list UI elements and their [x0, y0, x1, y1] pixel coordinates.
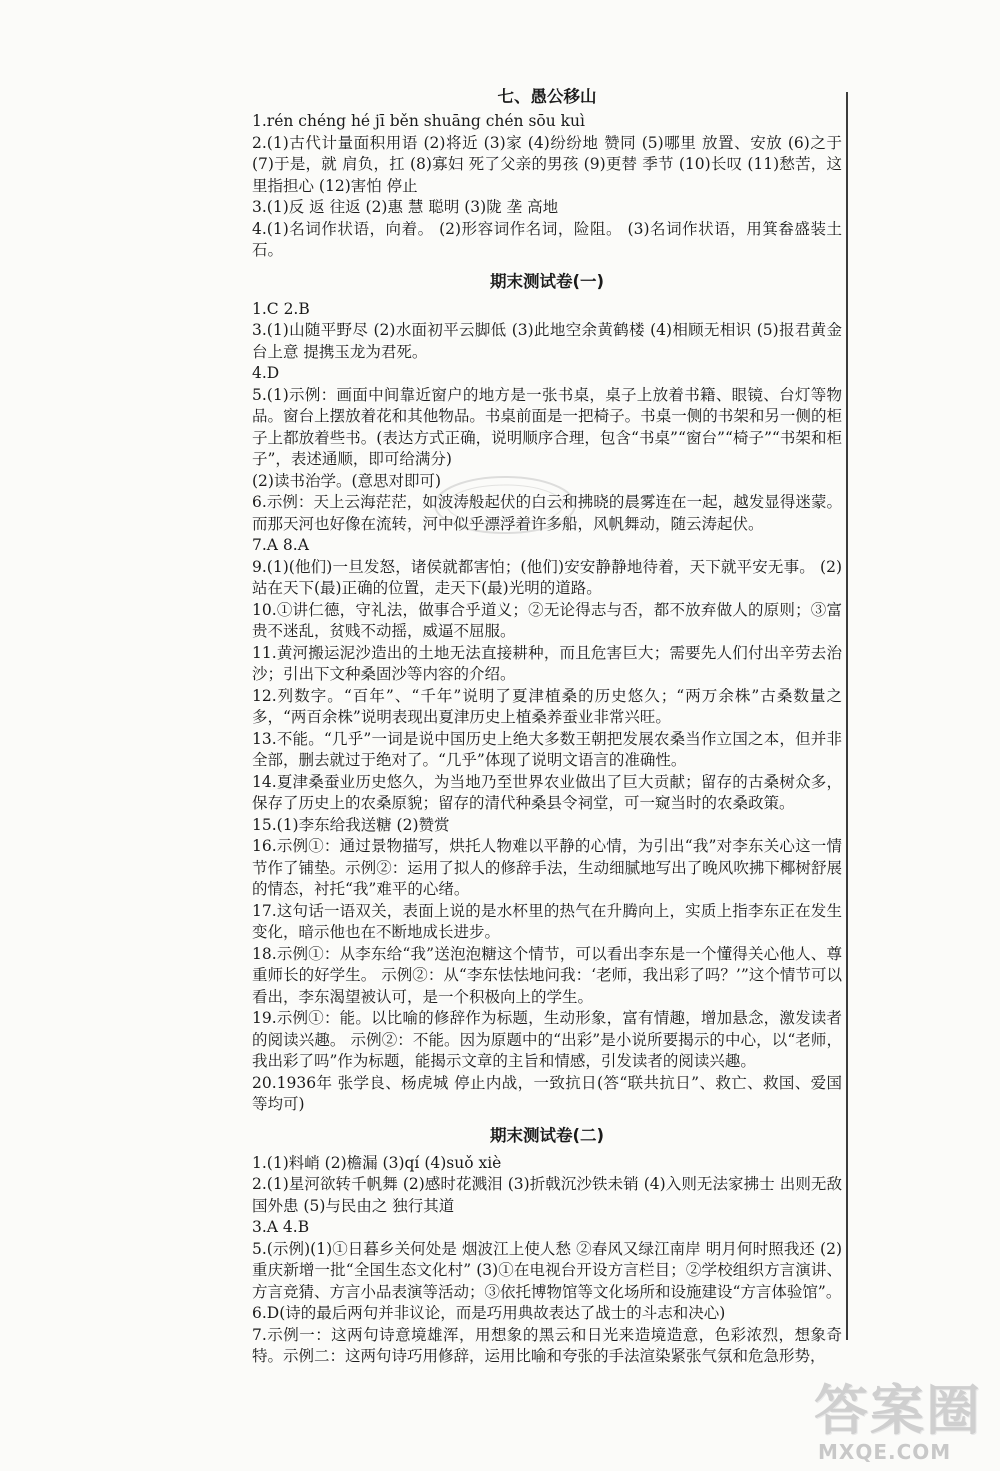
watermark-logo-mark: 答案圈: [814, 1379, 982, 1442]
answer-line: 1.(1)料峭 (2)檐漏 (3)qí (4)suǒ xiè: [252, 1153, 502, 1172]
answer-line: 15.(1)李东给我送糖 (2)赞赏: [252, 815, 450, 834]
answer-line: 4.(1)名词作状语，向着。 (2)形容词作名词，险阻。 (3)名词作状语，用箕畚盛装土石。: [252, 219, 842, 259]
answer-line: 3.A 4.B: [252, 1218, 310, 1236]
section-title: 七、愚公移山: [497, 87, 597, 106]
section-title: 期末测试卷(二): [489, 1125, 605, 1145]
answer-line: 2.(1)星河欲转千帆舞 (2)感时花溅泪 (3)折戟沉沙铁未销 (4)入则无法家拂士 出则无敌国外患 (5)与民由之 独行其道: [252, 1175, 842, 1215]
section-title: 期末测试卷(一): [489, 271, 605, 291]
answer-line: 12.列数字。“百年”、“千年”说明了夏津植桑的历史悠久；“两万余株”古桑数量之多，“两百余株”说明表现出夏津历史上植桑养蚕业非常兴旺。: [252, 686, 842, 726]
answer-line: 5.(示例)(1)①日暮乡关何处是 烟波江上使人愁 ②春风又绿江南岸 明月何时照我还 (2)重庆新增一批“全国生态文化村” (3)①在电视台开设方言栏目；②学校组织方言演讲、方言竞猜、方言小品表演等活动；③依托博物馆等文化场所和设施建设“方言体验馆”。: [252, 1239, 842, 1301]
right-margin-rule: [846, 92, 848, 1340]
answer-line: 20.1936年 张学良、杨虎城 停止内战，一致抗日(答“联共抗日”、救亡、救国、爱国等均可): [252, 1073, 842, 1113]
answer-line: 17.这句话一语双关，表面上说的是水杯里的热气在升腾向上，实质上指李东正在发生变化，暗示他也在不断地成长进步。: [252, 901, 842, 941]
answer-line: 16.示例①：通过景物描写，烘托人物难以平静的心情，为引出“我”对李东关心这一情节作了铺垫。示例②：运用了拟人的修辞手法，生动细腻地写出了晚风吹拂下椰树舒展的情态，衬托“我”难平的心绪。: [252, 837, 842, 898]
answer-line: 13.不能。“几乎”一词是说中国历史上绝大多数王朝把发展农桑当作立国之本，但并非全部，删去就过于绝对了。“几乎”体现了说明文语言的准确性。: [252, 729, 842, 769]
watermark-site-text: MXQE.COM: [818, 1440, 952, 1464]
watermark-logo: [808, 1368, 993, 1464]
answer-line: 4.D: [252, 364, 280, 382]
answer-page: [252, 84, 842, 1374]
section-final-test-1: [252, 271, 842, 1116]
answer-line: 1.C 2.B: [252, 299, 310, 318]
answer-line: 3.(1)山随平野尽 (2)水面初平云脚低 (3)此地空余黄鹤楼 (4)相顾无相识 (5)报君黄金台上意 提携玉龙为君死。: [252, 321, 842, 361]
answer-line: 6.示例：天上云海茫茫，如波涛般起伏的白云和拂晓的晨雾连在一起，越发显得迷蒙。而那天河也好像在流转，河中似乎漂浮着许多船，风帆舞动，随云涛起伏。: [252, 493, 842, 533]
answer-line: (2)读书治学。(意思对即可): [252, 471, 442, 490]
section-final-test-2: [252, 1125, 842, 1368]
answer-line: 7.示例一：这两句诗意境雄浑，用想象的黑云和日光来造境造意，色彩浓烈，想象奇特。示例二：这两句诗巧用修辞，运用比喻和夸张的手法渲染紧张气氛和危急形势，: [252, 1325, 842, 1365]
answer-line: 10.①讲仁德，守礼法，做事合乎道义；②无论得志与否，都不放弃做人的原则；③富贵不迷乱，贫贱不动摇，威逼不屈服。: [252, 600, 842, 640]
answer-line: 6.D(诗的最后两句并非议论，而是巧用典故表达了战士的斗志和决心): [252, 1304, 726, 1322]
answer-line: 18.示例①：从李东给“我”送泡泡糖这个情节，可以看出李东是一个懂得关心他人、尊重师长的好学生。 示例②：从“李东怯怯地问我：‘老师，我出彩了吗？’”这个情节可以看出，李东渴望被认可，是一个积极向上的学生。: [252, 944, 842, 1006]
answer-line: 2.(1)古代计量面积用语 (2)将近 (3)家 (4)纷纷地 赞同 (5)哪里 放置、安放 (6)之于 (7)于是，就 肩负，扛 (8)寡妇 死了父亲的男孩 (9)更替 季节 (10)长叹 (11)愁苦，这里指担心 (12)害怕 停止: [252, 133, 842, 195]
answer-line: 19.示例①：能。以比喻的修辞作为标题，生动形象，富有情趣，增加悬念，激发读者的阅读兴趣。 示例②：不能。因为原题中的“出彩”是小说所要揭示的中心，以“老师，我出彩了吗”作为标题，能揭示文章的主旨和情感，引发读者的阅读兴趣。: [252, 1009, 842, 1070]
answer-line: 11.黄河搬运泥沙造出的土地无法直接耕种，而且危害巨大；需要先人们付出辛劳去治沙；引出下文种桑固沙等内容的介绍。: [252, 643, 842, 683]
answer-line: 5.(1)示例：画面中间靠近窗户的地方是一张书桌，桌子上放着书籍、眼镜、台灯等物品。窗台上摆放着花和其他物品。书桌前面是一把椅子。书桌一侧的书架和另一侧的柜子上都放着些书。(表达方式正确，说明顺序合理，包含“书桌”“窗台”“椅子”“书架和柜子”，表述通顺，即可给满分): [252, 385, 842, 468]
answer-line: 1.rén chéng hé jī běn shuāng chén sōu kuì: [252, 112, 585, 130]
answer-line: 9.(1)(他们)一旦发怒，诸侯就都害怕；(他们)安安静静地待着，天下就平安无事。 (2)站在天下(最)正确的位置，走天下(最)光明的道路。: [252, 557, 842, 597]
answer-line: 7.A 8.A: [252, 536, 309, 554]
answer-line: 3.(1)反 返 往返 (2)惠 慧 聪明 (3)陇 垄 高地: [252, 198, 559, 216]
answer-line: 14.夏津桑蚕业历史悠久，为当地乃至世界农业做出了巨大贡献；留存的古桑树众多，保存了历史上的农桑原貌；留存的清代种桑县令祠堂，可一窥当时的农桑政策。: [252, 772, 842, 812]
faint-stamp-icon: [425, 470, 585, 540]
section-yugong: [252, 86, 842, 262]
